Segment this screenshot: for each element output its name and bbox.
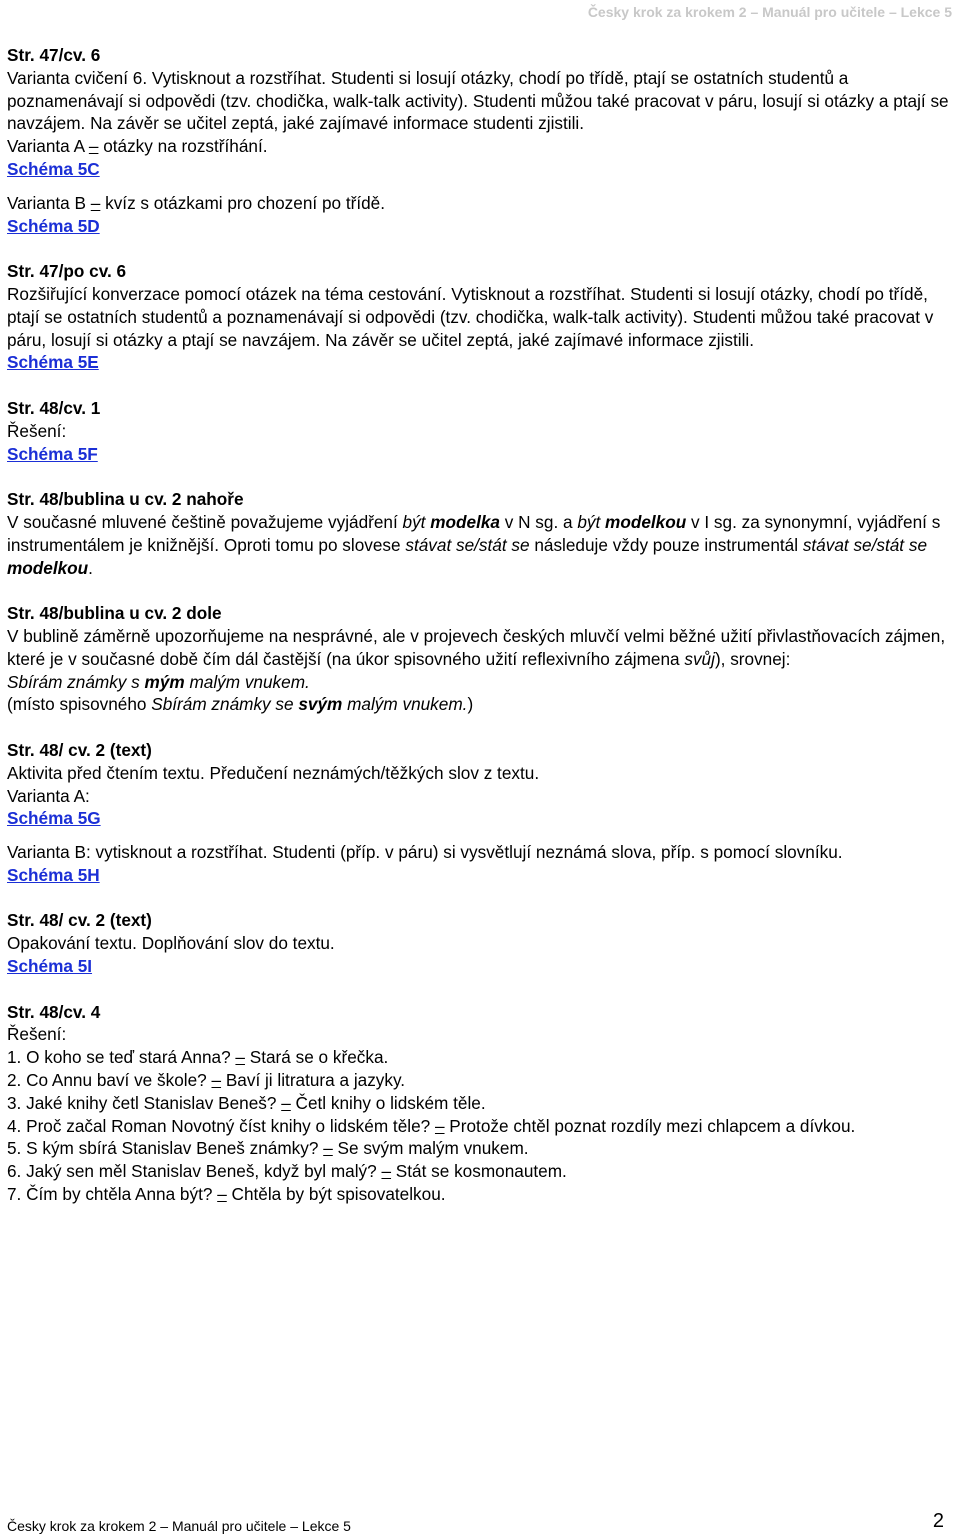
text: v I sg. za synonymní, vyjádření s instrumentálem je knižnější. Oproti tomu po slovese [7, 511, 941, 555]
answer: Se svým malým vnukem. [332, 1138, 529, 1159]
dash: – [211, 1070, 222, 1091]
text: modelkou [605, 511, 687, 532]
text: Sbírám známky s [7, 671, 145, 692]
example-line [7, 693, 952, 716]
text: (místo spisovného [7, 694, 152, 715]
question: 6. Jaký sen měl Stanislav Beneš, když byl malý? [7, 1161, 382, 1182]
link-schema-5d[interactable]: Schéma 5D [7, 215, 100, 236]
text: modelka [430, 511, 500, 532]
section-heading: Str. 47/po cv. 6 [7, 261, 127, 282]
text: V současné mluvené češtině považujeme vyjádření [7, 511, 403, 532]
dash: – [88, 136, 99, 157]
section-heading: Str. 48/bublina u cv. 2 dole [7, 603, 222, 624]
link-schema-5i[interactable]: Schéma 5I [7, 956, 93, 977]
running-header: Česky krok za krokem 2 – Manuál pro učitele – Lekce 5 [587, 4, 952, 20]
text: malým vnukem. [184, 671, 310, 692]
document-body [7, 44, 952, 1206]
text: ), srovnej: [714, 648, 791, 669]
dash: – [281, 1092, 291, 1113]
paragraph: Rozšiřující konverzace pomocí otázek na téma cestování. Vytisknout a rozstříhat. Studenti si losují otázky, chodí po třídě, ptají se ostatních studentů a poznamenávají si odpovědi (tzv. chodička, walk-talk activity). Studenti můžou také pracovat v páru, losují si otázky a ptají se navzájem. Na závěr se učitel zeptá, jaké zajímavé informace zjistili. [7, 283, 934, 350]
variant-b-text: kvíz s otázkami pro chození po třídě. [100, 192, 386, 213]
list-item [7, 1183, 952, 1206]
variant-a-line [7, 135, 952, 158]
variant-a-text: otázky na rozstříhání. [98, 136, 268, 157]
question: 3. Jaké knihy četl Stanislav Beneš? [7, 1092, 282, 1113]
dash: – [381, 1161, 392, 1182]
text: mým [144, 671, 185, 692]
link-schema-5h[interactable]: Schéma 5H [7, 864, 100, 885]
paragraph [7, 625, 952, 671]
question: 5. S kým sbírá Stanislav Beneš známky? [7, 1138, 324, 1159]
page-footer [7, 1510, 944, 1536]
paragraph: Aktivita před čtením textu. Předučení neznámých/těžkých slov z textu. [7, 762, 540, 783]
example-line [7, 671, 952, 694]
footer-title: Česky krok za krokem 2 – Manuál pro učitele – Lekce 5 [7, 1518, 351, 1534]
text: modelkou [7, 557, 89, 578]
answer: Stát se kosmonautem. [391, 1161, 567, 1182]
text: následuje vždy pouze instrumentál [529, 534, 803, 555]
page-number: 2 [932, 1510, 944, 1532]
answer: Četl knihy o lidském těle. [290, 1092, 486, 1113]
answer: Stará se o křečka. [244, 1047, 389, 1068]
text: v N sg. a [499, 511, 578, 532]
variant-b-label: Varianta B [7, 192, 91, 213]
list-item [7, 1046, 952, 1069]
list-item [7, 1115, 952, 1138]
text: stávat se/stát se [802, 534, 928, 555]
variant-a-line: Varianta A: [7, 785, 90, 806]
list-item [7, 1137, 952, 1160]
text: Sbírám známky se [151, 694, 299, 715]
section-heading: Str. 48/ cv. 2 (text) [7, 739, 152, 760]
answer: Chtěla by být spisovatelkou. [226, 1184, 446, 1205]
solution-label: Řešení: [7, 420, 67, 441]
question: 2. Co Annu baví ve škole? [7, 1070, 212, 1091]
answer: Baví ji litratura a jazyky. [221, 1070, 406, 1091]
link-schema-5e[interactable]: Schéma 5E [7, 352, 99, 373]
variant-a-label: Varianta A [7, 136, 89, 157]
text: . [88, 557, 93, 578]
section-heading: Str. 47/cv. 6 [7, 45, 101, 65]
text: malým vnukem. [342, 694, 468, 715]
answer-list [7, 1046, 952, 1206]
text: ) [467, 694, 474, 715]
solution-label: Řešení: [7, 1024, 67, 1045]
text: být [402, 511, 431, 532]
text: být [577, 511, 606, 532]
text: svým [298, 694, 343, 715]
question: 1. O koho se teď stará Anna? [7, 1047, 236, 1068]
link-schema-5c[interactable]: Schéma 5C [7, 158, 100, 179]
text: stávat se/stát se [405, 534, 530, 555]
variant-b-line: Varianta B: vytisknout a rozstříhat. Studenti (příp. v páru) si vysvětlují neznámá slova, příp. s pomocí slovníku. [7, 842, 843, 863]
paragraph [7, 511, 952, 579]
section-heading: Str. 48/cv. 1 [7, 397, 101, 418]
paragraph: Varianta cvičení 6. Vytisknout a rozstříhat. Studenti si losují otázky, chodí po třídě, ptají se ostatních studentů a poznamenávají si odpovědi (tzv. chodička, walk-talk activity). Studenti můžou také pracovat v páru, losují si otázky a ptají se navzájem. Na závěr se učitel zeptá, jaké zajímavé informace studenti zjistili. [7, 67, 949, 134]
dash: – [434, 1115, 445, 1136]
section-heading: Str. 48/cv. 4 [7, 1001, 101, 1022]
text: V bublině záměrně upozorňujeme na nesprávné, ale v projevech českých mluvčí velmi běžné užití přivlastňovacích zájmen, které je v současné době čím dál častější (na úkor spisovného užití reflexivního zájmena [7, 625, 946, 669]
text: svůj [684, 648, 715, 669]
paragraph: Opakování textu. Doplňování slov do textu. [7, 933, 335, 954]
question: 7. Čím by chtěla Anna být? [7, 1184, 218, 1205]
section-heading: Str. 48/ cv. 2 (text) [7, 910, 152, 931]
dash: – [217, 1184, 227, 1205]
link-schema-5g[interactable]: Schéma 5G [7, 808, 101, 829]
section-heading: Str. 48/bublina u cv. 2 nahoře [7, 489, 244, 510]
link-schema-5f[interactable]: Schéma 5F [7, 443, 98, 464]
answer: Protože chtěl poznat rozdíly mezi chlapcem a dívkou. [444, 1115, 856, 1136]
list-item [7, 1069, 952, 1092]
dash: – [323, 1138, 333, 1159]
dash: – [90, 192, 101, 213]
dash: – [235, 1047, 245, 1068]
variant-b-line [7, 192, 952, 215]
list-item [7, 1160, 952, 1183]
list-item [7, 1092, 952, 1115]
question: 4. Proč začal Roman Novotný číst knihy o lidském těle? [7, 1115, 435, 1136]
